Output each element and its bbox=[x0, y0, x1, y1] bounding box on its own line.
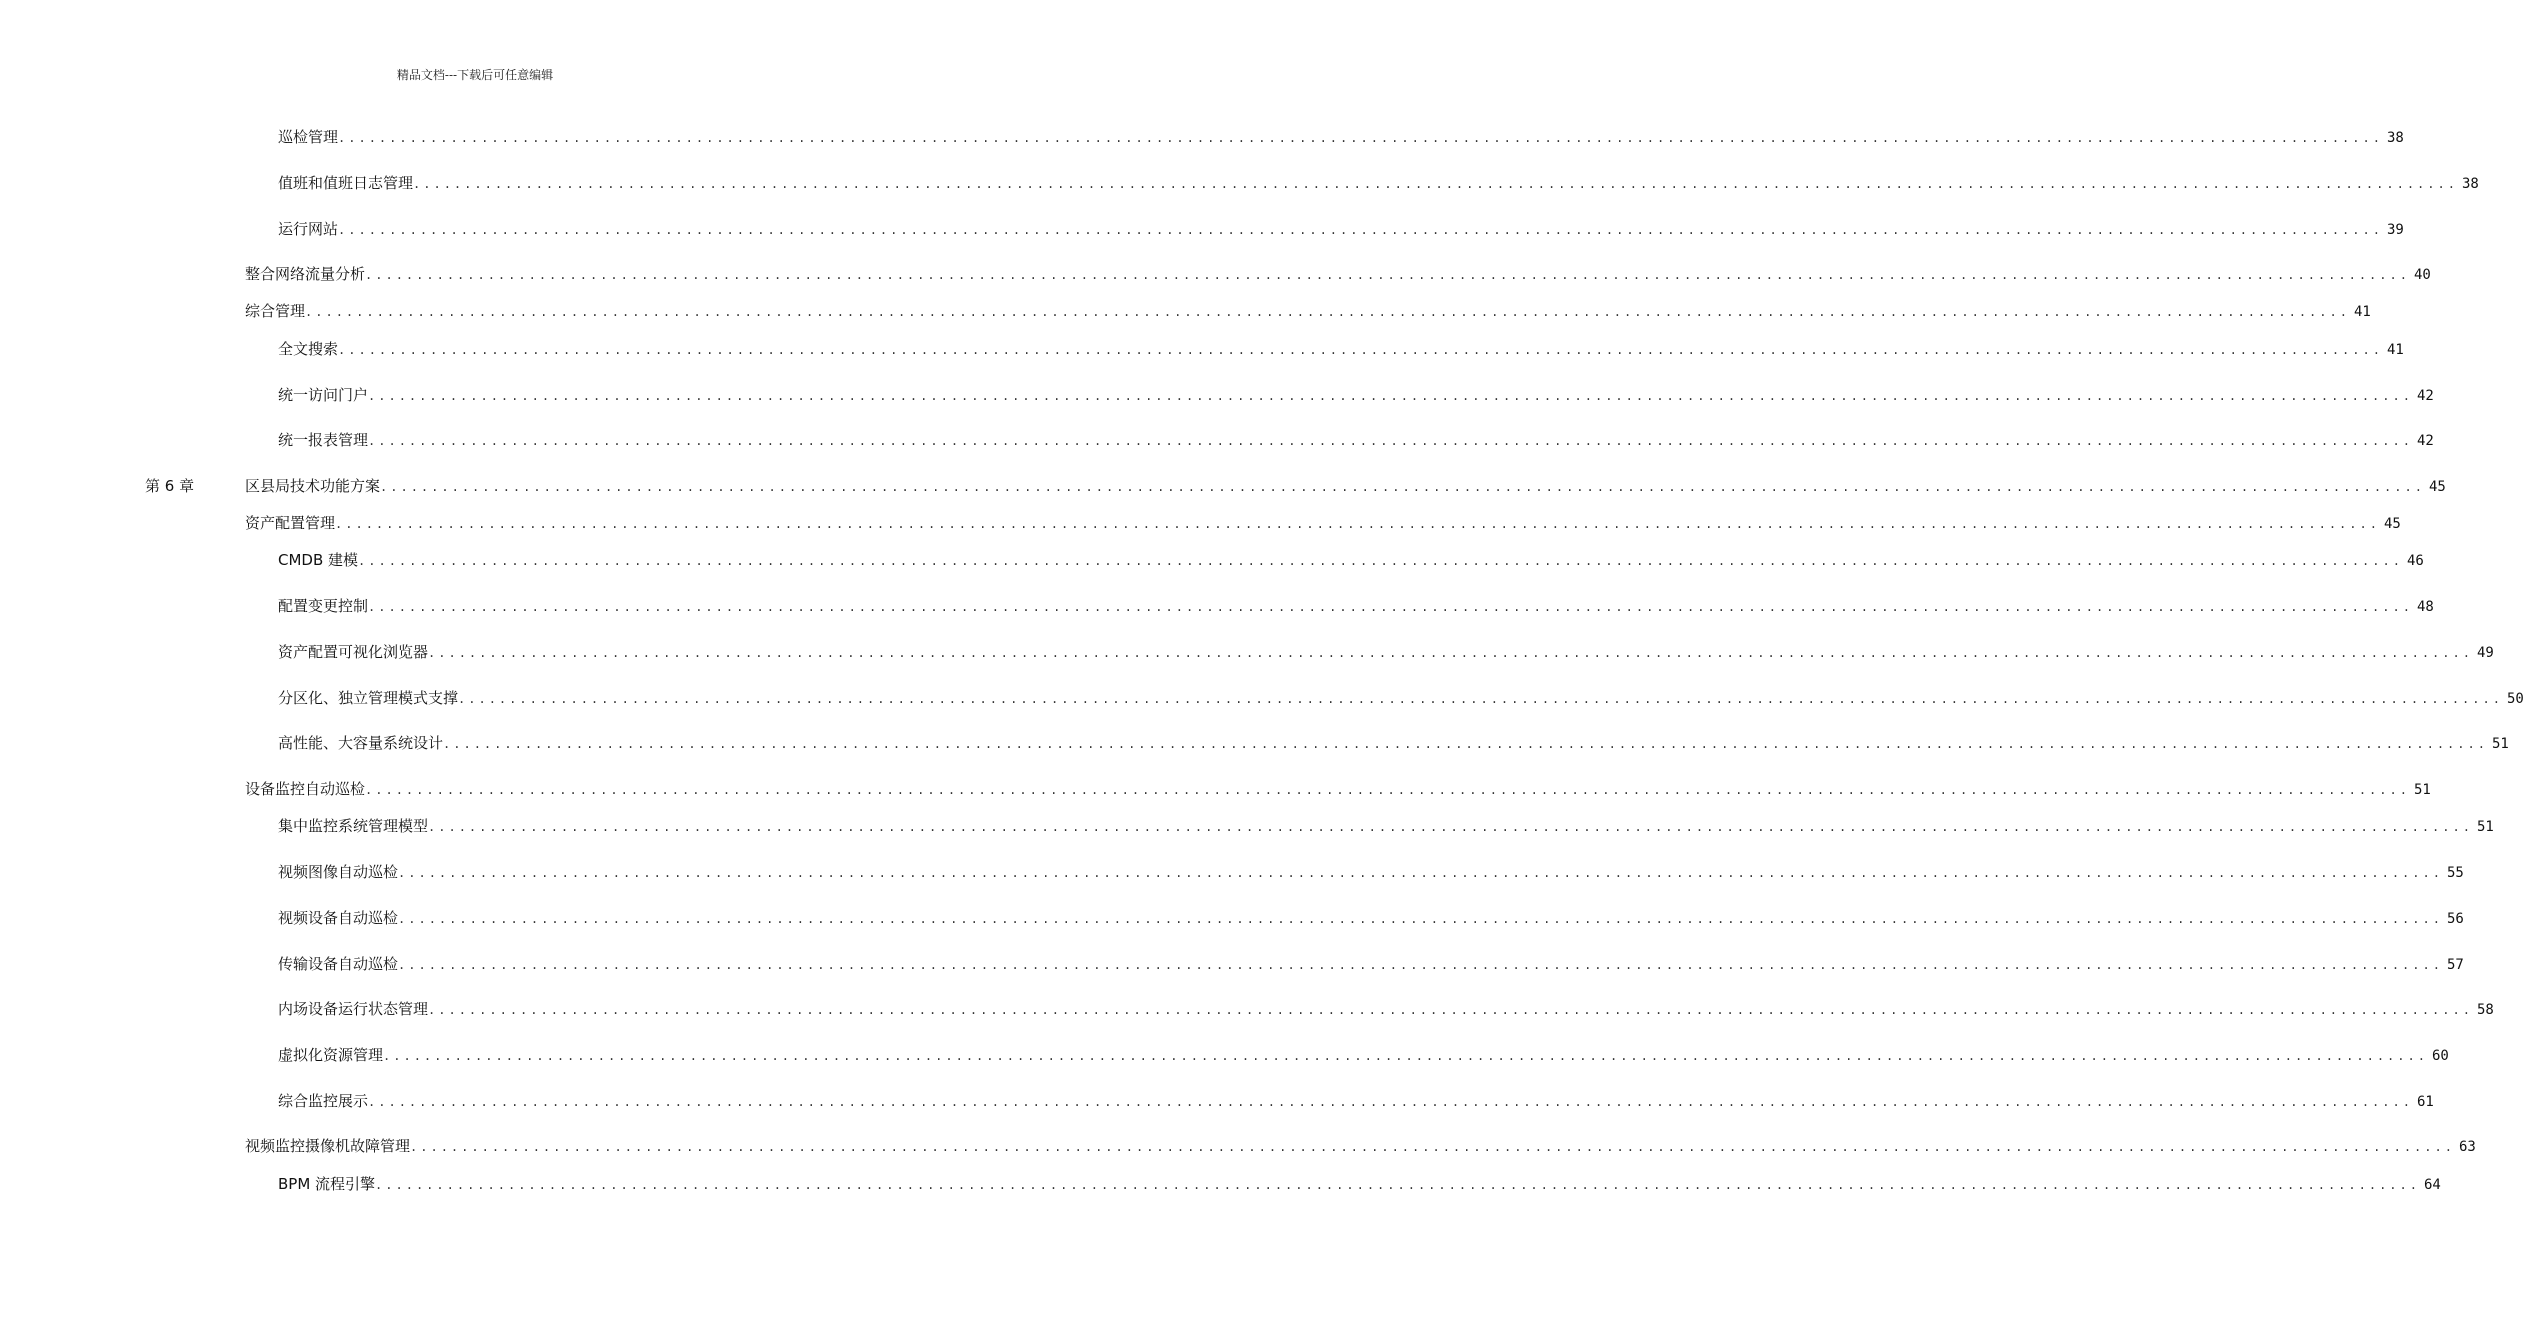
toc-entry-title: 传输设备自动巡检 bbox=[278, 955, 399, 973]
toc-entry-title: 综合监控展示 bbox=[278, 1092, 369, 1110]
toc-entry-page: 46 bbox=[2406, 553, 2424, 569]
dot-leader: ........................................................................................................................................................................................................ bbox=[428, 646, 2473, 660]
dot-leader: ........................................................................................................................................................................................................ bbox=[380, 480, 2425, 494]
toc-entry-page: 41 bbox=[2386, 342, 2404, 358]
dot-leader: ........................................................................................................................................................................................................ bbox=[368, 600, 2413, 614]
dot-leader: ........................................................................................................................................................................................................ bbox=[413, 177, 2458, 191]
toc-entry[interactable] bbox=[278, 339, 2404, 360]
toc-entry-page: 51 bbox=[2491, 736, 2509, 752]
toc-entry-page: 51 bbox=[2413, 782, 2431, 798]
dot-leader: ........................................................................................................................................................................................................ bbox=[365, 783, 2410, 797]
toc-entry-page: 38 bbox=[2461, 176, 2479, 192]
dot-leader: ........................................................................................................................................................................................................ bbox=[338, 131, 2383, 145]
toc-entry[interactable] bbox=[278, 908, 2464, 929]
toc-entry[interactable] bbox=[278, 688, 2524, 709]
toc-entry-page: 38 bbox=[2386, 130, 2404, 146]
toc-entry-title: 资产配置可视化浏览器 bbox=[278, 643, 429, 661]
toc-entry[interactable] bbox=[278, 430, 2434, 451]
dot-leader: ........................................................................................................................................................................................................ bbox=[338, 343, 2383, 357]
toc-entry[interactable] bbox=[278, 999, 2494, 1020]
toc-entry-page: 42 bbox=[2416, 388, 2434, 404]
toc-entry-title: 视频图像自动巡检 bbox=[278, 863, 399, 881]
toc-entry[interactable] bbox=[278, 1174, 2441, 1195]
toc-entry-title: 统一访问门户 bbox=[278, 386, 369, 404]
toc-entry[interactable] bbox=[278, 816, 2494, 837]
toc-entry[interactable] bbox=[278, 596, 2434, 617]
dot-leader: ........................................................................................................................................................................................................ bbox=[428, 1003, 2473, 1017]
toc-entry[interactable] bbox=[278, 173, 2479, 194]
toc-entry-page: 56 bbox=[2446, 911, 2464, 927]
toc-entry-page: 57 bbox=[2446, 957, 2464, 973]
dot-leader: ........................................................................................................................................................................................................ bbox=[443, 737, 2488, 751]
toc-entry-title: 综合管理 bbox=[245, 302, 306, 320]
toc-entry-title: 视频监控摄像机故障管理 bbox=[245, 1137, 411, 1155]
dot-leader: ........................................................................................................................................................................................................ bbox=[398, 958, 2443, 972]
toc-entry-title: 内场设备运行状态管理 bbox=[278, 1000, 429, 1018]
dot-leader: ........................................................................................................................................................................................................ bbox=[305, 305, 2350, 319]
toc-entry[interactable] bbox=[278, 1045, 2449, 1066]
toc-entry-title: BPM 流程引擎 bbox=[278, 1175, 376, 1193]
toc-entry[interactable] bbox=[278, 954, 2464, 975]
toc-entry[interactable] bbox=[278, 385, 2434, 406]
dot-leader: ........................................................................................................................................................................................................ bbox=[358, 554, 2403, 568]
toc-entry-title: 区县局技术功能方案 bbox=[245, 477, 381, 495]
toc-entry-page: 55 bbox=[2446, 865, 2464, 881]
toc-entry-title: 全文搜索 bbox=[278, 340, 339, 358]
toc-entry-title: 统一报表管理 bbox=[278, 431, 369, 449]
toc-entry-page: 45 bbox=[2428, 479, 2446, 495]
toc-entry-title: 高性能、大容量系统设计 bbox=[278, 734, 444, 752]
toc-entry[interactable] bbox=[245, 513, 2401, 534]
toc-entry-page: 48 bbox=[2416, 599, 2434, 615]
toc-entry-page: 64 bbox=[2423, 1177, 2441, 1193]
dot-leader: ........................................................................................................................................................................................................ bbox=[383, 1049, 2428, 1063]
chapter-number: 第 6 章 bbox=[145, 477, 195, 495]
toc-entry-title: 资产配置管理 bbox=[245, 514, 336, 532]
toc-entry[interactable] bbox=[278, 862, 2464, 883]
dot-leader: ........................................................................................................................................................................................................ bbox=[458, 692, 2503, 706]
toc-entry-page: 40 bbox=[2413, 267, 2431, 283]
toc-entry-page: 42 bbox=[2416, 433, 2434, 449]
toc-entry-title: 配置变更控制 bbox=[278, 597, 369, 615]
toc-entry-title: 视频设备自动巡检 bbox=[278, 909, 399, 927]
toc-entry-page: 49 bbox=[2476, 645, 2494, 661]
dot-leader: ........................................................................................................................................................................................................ bbox=[368, 1095, 2413, 1109]
dot-leader: ........................................................................................................................................................................................................ bbox=[375, 1178, 2420, 1192]
toc-entry[interactable] bbox=[245, 301, 2371, 322]
toc-entry[interactable] bbox=[245, 476, 2446, 497]
dot-leader: ........................................................................................................................................................................................................ bbox=[365, 268, 2410, 282]
toc-entry-title: 运行网站 bbox=[278, 220, 339, 238]
toc-entry[interactable] bbox=[278, 642, 2494, 663]
toc-entry-page: 61 bbox=[2416, 1094, 2434, 1110]
toc-entry-title: 分区化、独立管理模式支撑 bbox=[278, 689, 459, 707]
toc-entry-title: 值班和值班日志管理 bbox=[278, 174, 414, 192]
dot-leader: ........................................................................................................................................................................................................ bbox=[338, 223, 2383, 237]
toc-entry-title: 设备监控自动巡检 bbox=[245, 780, 366, 798]
dot-leader: ........................................................................................................................................................................................................ bbox=[368, 389, 2413, 403]
toc-entry-page: 60 bbox=[2431, 1048, 2449, 1064]
toc-entry-title: 虚拟化资源管理 bbox=[278, 1046, 384, 1064]
dot-leader: ........................................................................................................................................................................................................ bbox=[428, 820, 2473, 834]
toc-entry[interactable] bbox=[278, 127, 2404, 148]
toc-entry[interactable] bbox=[278, 550, 2424, 571]
toc-entry-page: 51 bbox=[2476, 819, 2494, 835]
toc-entry[interactable] bbox=[245, 779, 2431, 800]
dot-leader: ........................................................................................................................................................................................................ bbox=[398, 912, 2443, 926]
toc-entry-title: 巡检管理 bbox=[278, 128, 339, 146]
toc-entry-page: 41 bbox=[2353, 304, 2371, 320]
dot-leader: ........................................................................................................................................................................................................ bbox=[398, 866, 2443, 880]
toc-entry-title: 集中监控系统管理模型 bbox=[278, 817, 429, 835]
toc-entry[interactable] bbox=[245, 264, 2431, 285]
toc-entry[interactable] bbox=[278, 733, 2509, 754]
toc-entry-page: 50 bbox=[2506, 691, 2524, 707]
dot-leader: ........................................................................................................................................................................................................ bbox=[335, 517, 2380, 531]
toc-entry-page: 39 bbox=[2386, 222, 2404, 238]
toc-entry[interactable] bbox=[245, 1136, 2476, 1157]
toc-entry[interactable] bbox=[278, 219, 2404, 240]
toc-entry[interactable] bbox=[278, 1091, 2434, 1112]
page-header: 精品文档---下载后可任意编辑 bbox=[396, 68, 554, 82]
toc-entry-page: 45 bbox=[2383, 516, 2401, 532]
dot-leader: ........................................................................................................................................................................................................ bbox=[410, 1140, 2455, 1154]
toc-entry-title: 整合网络流量分析 bbox=[245, 265, 366, 283]
toc-entry-page: 63 bbox=[2458, 1139, 2476, 1155]
toc-entry-title: CMDB 建模 bbox=[278, 551, 359, 569]
toc-entry-page: 58 bbox=[2476, 1002, 2494, 1018]
dot-leader: ........................................................................................................................................................................................................ bbox=[368, 434, 2413, 448]
